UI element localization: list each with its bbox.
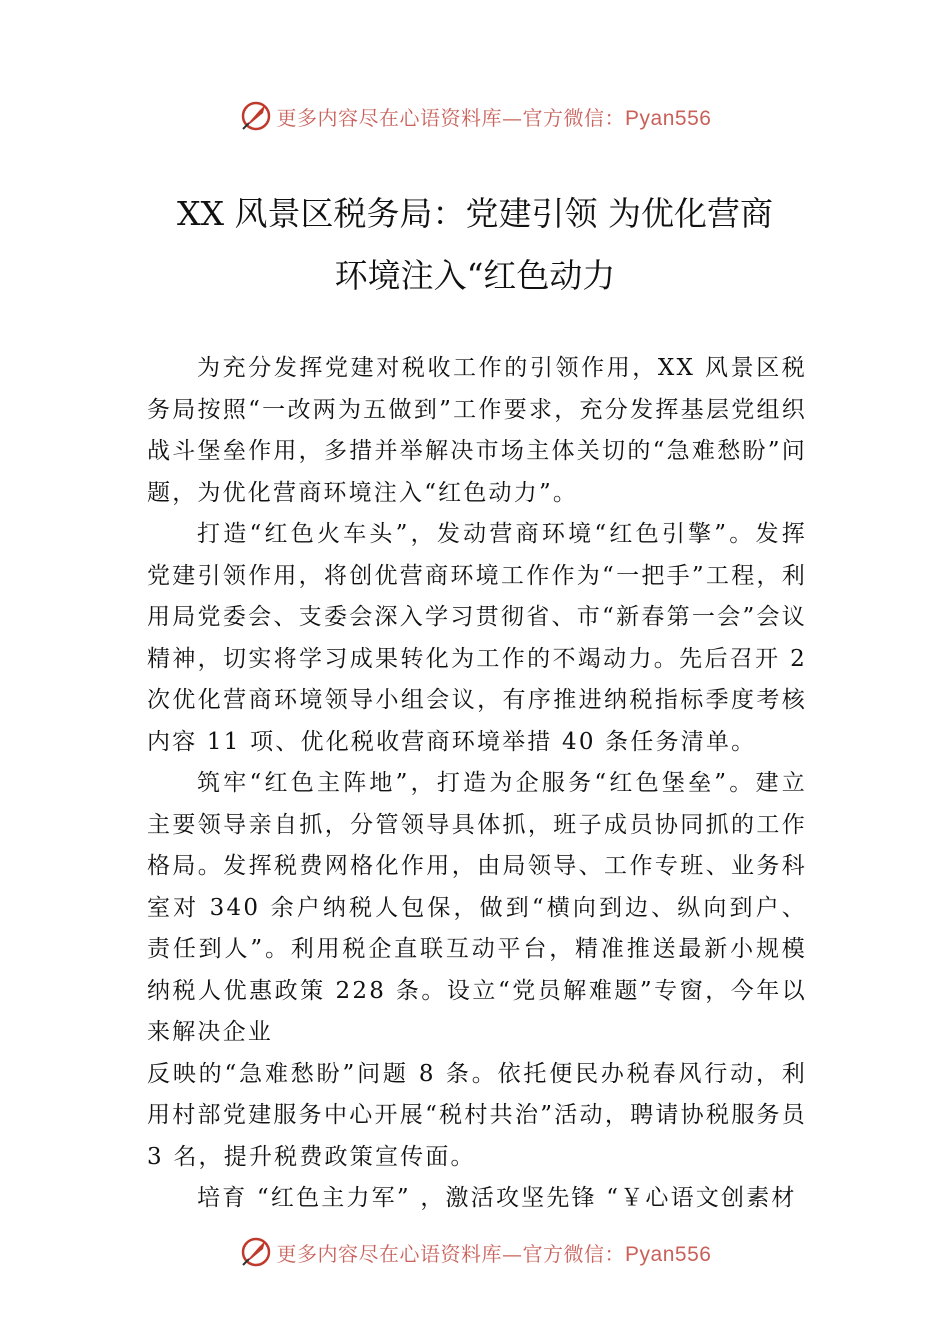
title-line-2: 环境注入“红色动力 — [334, 256, 616, 295]
quill-logo-icon — [239, 1235, 273, 1269]
document-title — [100, 183, 850, 307]
watermark-text: 更多内容尽在心语资料库—官方微信：Pyan556 — [276, 1241, 712, 1266]
paragraph: 打造“红色火车头”，发动营商环境“红色引擎”。发挥党建引领作用，将创优营商环境工作作为“一把手”工程，利用局党委会、支委会深入学习贯彻省、市“新春第一会”会议精神，切实将学习成果转化为工作的不竭动力。先后召开 2 次优化营商环境领导小组会议，有序推进纳税指标季度考核内容 11 项、优化税收营商环境举措 40 条任务清单。 — [147, 521, 807, 755]
paragraph: 筑牢“红色主阵地”，打造为企服务“红色堡垒”。建立主要领导亲自抓，分管领导具体抓，班子成员协同抓的工作格局。发挥税费网格化作用，由局领导、工作专班、业务科室对 340 余户纳税人包保，做到“横向到边、纵向到户、责任到人”。利用税企直联互动平台，精准推送最新小规模纳税人优惠政策 228 条。设立“党员解难题”专窗，今年以来解决企业 — [147, 770, 807, 1045]
paragraph: 培育 “红色主力军” ，激活攻坚先锋 “￥心语文创素材 — [197, 1185, 797, 1211]
document-body — [147, 348, 807, 1220]
footer-watermark — [0, 1232, 950, 1272]
paragraph: 为充分发挥党建对税收工作的引领作用，XX 风景区税务局按照“一改两为五做到”工作要求，充分发挥基层党组织战斗堡垒作用，多措并举解决市场主体关切的“急难愁盼”问题，为优化营商环境注入“红色动力”。 — [147, 355, 807, 506]
title-line-1: XX 风景区税务局：党建引领 为优化营商 — [177, 194, 773, 233]
quill-logo-icon — [239, 99, 273, 133]
header-watermark — [0, 96, 950, 136]
watermark-text: 更多内容尽在心语资料库—官方微信：Pyan556 — [276, 105, 712, 130]
paragraph: 反映的“急难愁盼”问题 8 条。依托便民办税春风行动，利用村部党建服务中心开展“税村共治”活动，聘请协税服务员 3 名，提升税费政策宣传面。 — [147, 1060, 807, 1170]
